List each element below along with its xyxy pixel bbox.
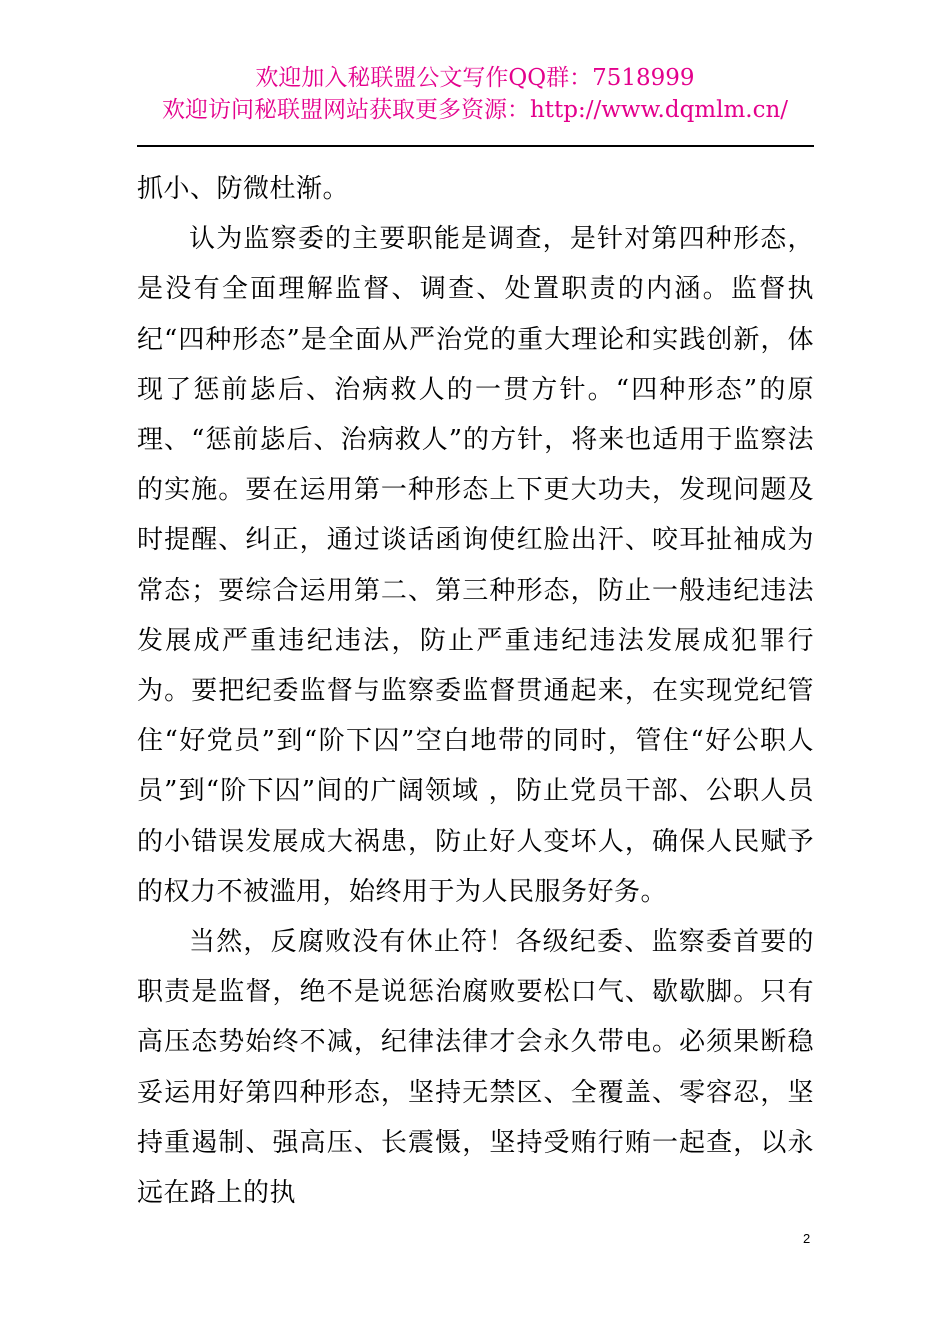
header-website-line: 欢迎访问秘联盟网站获取更多资源：http://www.dqmlm.cn/	[161, 97, 789, 123]
page-header	[0, 62, 950, 126]
document-body	[137, 164, 814, 1218]
paragraph-continuation: 抓小、防微杜渐。	[137, 174, 350, 204]
header-divider	[137, 145, 814, 147]
page-number: 2	[803, 1231, 811, 1246]
paragraph-anti-corruption: 当然，反腐败没有休止符！各级纪委、监察委首要的职责是监督，绝不是说惩治腐败要松口气、歇歇脚。只有高压态势始终不减，纪律法律才会永久带电。必须果断稳妥运用好第四种形态，坚持无禁区、全覆盖、零容忍，坚持重遏制、强高压、长震慑，坚持受贿行贿一起查，以永远在路上的执	[137, 927, 814, 1209]
header-qq-group-line: 欢迎加入秘联盟公文写作QQ群：7518999	[255, 65, 695, 91]
paragraph-supervision-functions: 认为监察委的主要职能是调查，是针对第四种形态，是没有全面理解监督、调查、处置职责的内涵。监督执纪“四种形态”是全面从严治党的重大理论和实践创新，体现了惩前毖后、治病救人的一贯方针。“四种形态”的原理、“惩前毖后、治病救人”的方针，将来也适用于监察法的实施。要在运用第一种形态上下更大功夫，发现问题及时提醒、纠正，通过谈话函询使红脸出汗、咬耳扯袖成为常态；要综合运用第二、第三种形态，防止一般违纪违法发展成严重违纪违法，防止严重违纪违法发展成犯罪行为。要把纪委监督与监察委监督贯通起来，在实现党纪管住“好党员”到“阶下囚”空白地带的同时，管住“好公职人员”到“阶下囚”间的广阔领域 ，防止党员干部、公职人员的小错误发展成大祸患，防止好人变坏人，确保人民赋予的权力不被滥用，始终用于为人民服务好务。	[137, 224, 814, 907]
